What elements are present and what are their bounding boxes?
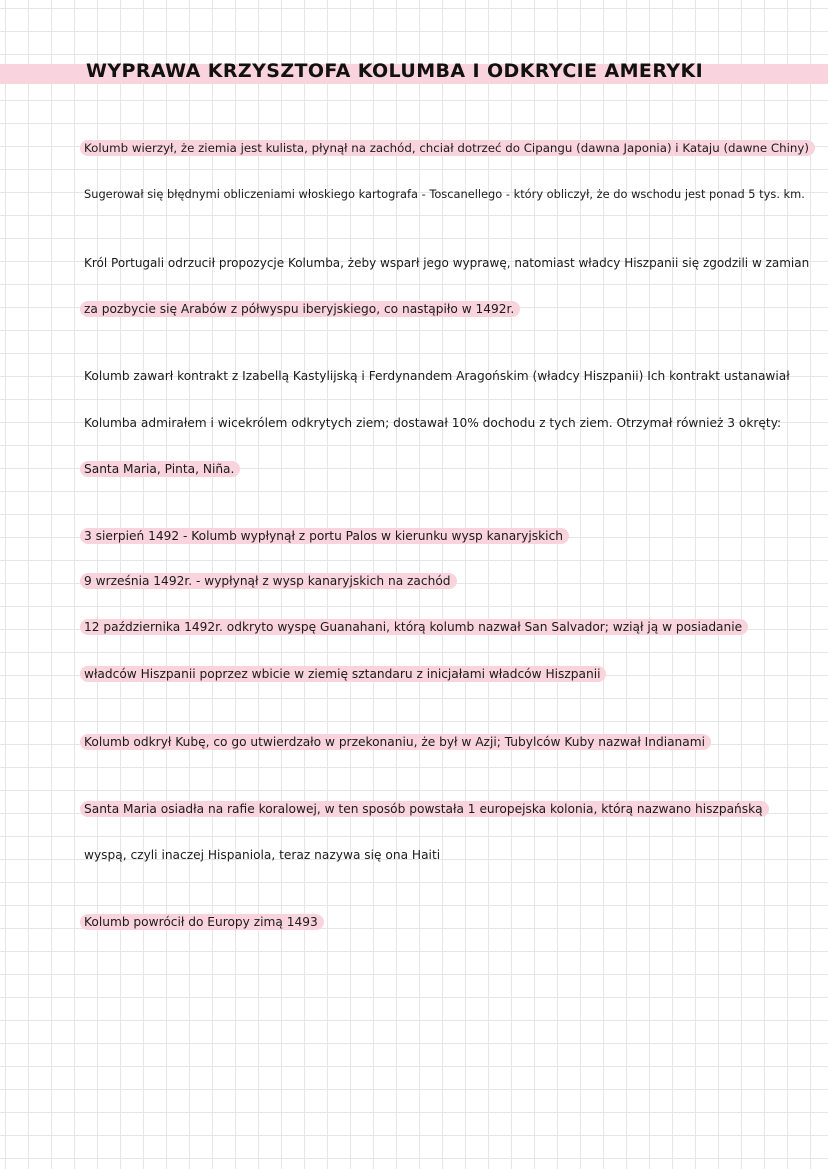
- highlight: Kolumb wierzył, że ziemia jest kulista, płynął na zachód, chciał dotrzeć do Cipangu (dawna Japonia) i Kataju (dawne Chiny): [80, 140, 815, 156]
- highlight: 3 sierpień 1492 - Kolumb wypłynął z portu Palos w kierunku wysp kanaryjskich: [80, 528, 569, 544]
- note-line: Kolumb zawarł kontrakt z Izabellą Kastylijską i Ferdynandem Aragońskim (władcy Hiszpanii) Ich kontrakt ustanawiał: [84, 369, 790, 383]
- note-line: Kolumba admirałem i wicekrólem odkrytych ziem; dostawał 10% dochodu z tych ziem. Otrzymał również 3 okręty:: [84, 416, 782, 430]
- note-line: [84, 665, 606, 683]
- note-line: [84, 300, 520, 318]
- note-line: [84, 618, 748, 636]
- note-line: wyspą, czyli inaczej Hispaniola, teraz nazywa się ona Haiti: [84, 848, 441, 862]
- page-title: WYPRAWA KRZYSZTOFA KOLUMBA I ODKRYCIE AMERYKI: [86, 60, 704, 82]
- note-line: [84, 800, 769, 818]
- highlight: władców Hiszpanii poprzez wbicie w ziemię sztandaru z inicjałami władców Hiszpanii: [80, 666, 606, 682]
- highlight: 12 października 1492r. odkryto wyspę Guanahani, którą kolumb nazwał San Salvador; wziął ją w posiadanie: [80, 619, 748, 635]
- note-line: Sugerował się błędnymi obliczeniami włoskiego kartografa - Toscanellego - który obliczył, że do wschodu jest ponad 5 tys. km.: [84, 187, 805, 201]
- note-line: [84, 527, 569, 545]
- note-line: [84, 460, 240, 478]
- note-line: Król Portugali odrzucił propozycje Kolumba, żeby wsparł jego wyprawę, natomiast władcy Hiszpanii się zgodzili w zamian: [84, 256, 810, 270]
- highlight: Kolumb powrócił do Europy zimą 1493: [80, 914, 324, 930]
- highlight: Kolumb odkrył Kubę, co go utwierdzało w przekonaniu, że był w Azji; Tubylców Kuby nazwał Indianami: [80, 734, 711, 750]
- highlight: 9 września 1492r. - wypłynął z wysp kanaryjskich na zachód: [80, 573, 457, 589]
- highlight: za pozbycie się Arabów z półwyspu iberyjskiego, co nastąpiło w 1492r.: [80, 301, 520, 317]
- note-line: [84, 913, 324, 931]
- note-line: [84, 733, 711, 751]
- note-line: [84, 139, 815, 157]
- highlight: Santa Maria osiadła na rafie koralowej, w ten sposób powstała 1 europejska kolonia, którą nazwano hiszpańską: [80, 801, 769, 817]
- note-line: [84, 572, 457, 590]
- highlight: Santa Maria, Pinta, Niña.: [80, 461, 240, 477]
